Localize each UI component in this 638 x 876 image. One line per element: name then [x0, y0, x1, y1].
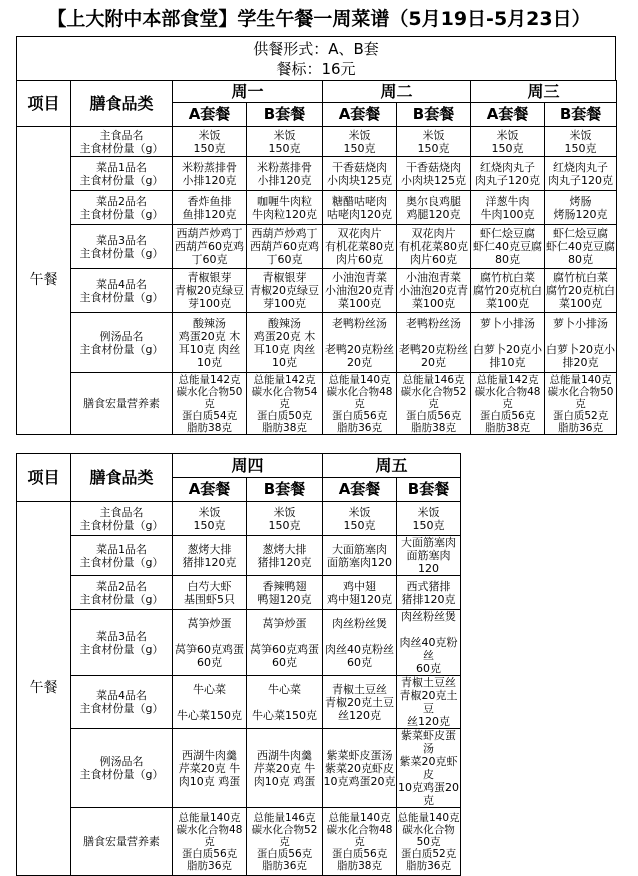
menu-cell: 老鸭粉丝汤 老鸭20克粉丝 20克 [323, 313, 397, 373]
menu-cell: 米饭 150克 [323, 502, 397, 536]
menu-cell: 青椒银芽 青椒20克绿豆 芽100克 [247, 269, 323, 313]
category-label: 主食品名 主食材份量（g） [71, 127, 173, 157]
category-label: 菜品1品名 主食材份量（g） [71, 536, 173, 576]
menu-cell: 大面筋塞肉 面筋塞肉120 [397, 536, 461, 576]
menu-cell: 西湖牛肉羹 芹菜20克 牛 肉10克 鸡蛋 [173, 729, 247, 808]
menu-cell: 米饭 150克 [323, 127, 397, 157]
menu-cell: 白芍大虾 基围虾5只 [173, 576, 247, 610]
menu-cell: 牛心菜 牛心菜150克 [247, 676, 323, 729]
day-header: 周三 [471, 81, 617, 103]
menu-cell: 青椒土豆丝 青椒20克土豆 丝120克 [323, 676, 397, 729]
set-b-header: B套餐 [545, 103, 617, 127]
set-b-header: B套餐 [247, 478, 323, 502]
nutrition-cell: 总能量146克 碳水化合物52克 蛋白质56克 脂肪36克 [247, 808, 323, 876]
menu-cell: 西葫芦炒鸡丁 西葫芦60克鸡 丁60克 [247, 225, 323, 269]
menu-cell: 米饭 150克 [247, 127, 323, 157]
menu-cell: 糖醋咕咾肉 咕咾肉120克 [323, 191, 397, 225]
menu-cell: 老鸭粉丝汤 老鸭20克粉丝 20克 [397, 313, 471, 373]
menu-cell: 肉丝粉丝煲 肉丝40克粉丝 60克 [323, 610, 397, 676]
menu-cell: 青椒土豆丝 青椒20克土豆 丝120克 [397, 676, 461, 729]
set-a-header: A套餐 [323, 478, 397, 502]
nutrition-label: 膳食宏量营养素 [71, 373, 173, 435]
project-header: 项目 [17, 81, 71, 127]
menu-cell: 小油泡青菜 小油泡20克青 菜100克 [397, 269, 471, 313]
menu-cell: 香炸鱼排 鱼排120克 [173, 191, 247, 225]
menu-cell: 西葫芦炒鸡丁 西葫芦60克鸡 丁60克 [173, 225, 247, 269]
menu-cell: 米粉蒸排骨 小排120克 [247, 157, 323, 191]
set-a-header: A套餐 [323, 103, 397, 127]
meal-standard-text: 餐标：16元 [276, 60, 356, 78]
nutrition-cell: 总能量142克 碳水化合物54克 蛋白质50克 脂肪38克 [247, 373, 323, 435]
nutrition-cell: 总能量140克 碳水化合物48克 蛋白质56克 脂肪38克 [323, 808, 397, 876]
set-a-header: A套餐 [173, 478, 247, 502]
category-label: 菜品2品名 主食材份量（g） [71, 576, 173, 610]
category-label: 菜品3品名 主食材份量（g） [71, 610, 173, 676]
menu-cell: 小油泡青菜 小油泡20克青 菜100克 [323, 269, 397, 313]
menu-cell: 烤肠 烤肠120克 [545, 191, 617, 225]
menu-cell: 紫菜虾皮蛋汤 紫菜20克虾皮 10克鸡蛋20克 [323, 729, 397, 808]
category-label: 主食品名 主食材份量（g） [71, 502, 173, 536]
page-title: 【上大附中本部食堂】学生午餐一周菜谱（5月19日-5月23日） [47, 8, 591, 30]
menu-cell: 双花肉片 有机花菜80克 肉片60克 [323, 225, 397, 269]
set-b-header: B套餐 [247, 103, 323, 127]
nutrition-cell: 总能量140克 碳水化合物50克 蛋白质52克 脂肪36克 [397, 808, 461, 876]
menu-cell: 虾仁烩豆腐 虾仁40克豆腐 80克 [545, 225, 617, 269]
menu-cell: 米饭 150克 [471, 127, 545, 157]
menu-cell: 双花肉片 有机花菜80克 肉片60克 [397, 225, 471, 269]
nutrition-cell: 总能量140克 碳水化合物48克 蛋白质56克 脂肪36克 [323, 373, 397, 435]
menu-cell: 鸡中翅 鸡中翅120克 [323, 576, 397, 610]
menu-cell: 红烧肉丸子 肉丸子120克 [471, 157, 545, 191]
set-a-header: A套餐 [471, 103, 545, 127]
nutrition-cell: 总能量140克 碳水化合物48克 蛋白质56克 脂肪36克 [173, 808, 247, 876]
nutrition-cell: 总能量140克 碳水化合物50克 蛋白质52克 脂肪36克 [545, 373, 617, 435]
menu-cell: 红烧肉丸子 肉丸子120克 [545, 157, 617, 191]
menu-cell: 干香菇烧肉 小肉块125克 [397, 157, 471, 191]
menu-cell: 香辣鸭翅 鸭翅120克 [247, 576, 323, 610]
menu-cell: 咖喱牛肉粒 牛肉粒120克 [247, 191, 323, 225]
menu-cell: 腐竹杭白菜 腐竹20克杭白 菜100克 [471, 269, 545, 313]
menu-cell: 西式猪排 猪排120克 [397, 576, 461, 610]
meal-label: 午餐 [17, 502, 71, 876]
day-header: 周二 [323, 81, 471, 103]
menu-cell: 葱烤大排 猪排120克 [247, 536, 323, 576]
menu-cell: 萝卜小排汤 白萝卜20克小 排20克 [545, 313, 617, 373]
menu-cell: 莴笋炒蛋 莴笋60克鸡蛋 60克 [247, 610, 323, 676]
category-label: 例汤品名 主食材份量（g） [71, 313, 173, 373]
menu-cell: 奥尔良鸡腿 鸡腿120克 [397, 191, 471, 225]
menu-cell: 西湖牛肉羹 芹菜20克 牛 肉10克 鸡蛋 [247, 729, 323, 808]
menu-cell: 米饭 150克 [173, 127, 247, 157]
menu-cell: 葱烤大排 猪排120克 [173, 536, 247, 576]
meal-label: 午餐 [17, 127, 71, 435]
day-header: 周四 [173, 454, 323, 478]
week2-menu-table [16, 453, 461, 876]
set-a-header: A套餐 [173, 103, 247, 127]
menu-cell: 萝卜小排汤 白萝卜20克小 排10克 [471, 313, 545, 373]
menu-cell: 牛心菜 牛心菜150克 [173, 676, 247, 729]
category-label: 菜品2品名 主食材份量（g） [71, 191, 173, 225]
menu-cell: 青椒银芽 青椒20克绿豆 芽100克 [173, 269, 247, 313]
supply-form-text: 供餐形式：A、B套 [253, 40, 379, 58]
day-header: 周五 [323, 454, 461, 478]
project-header: 项目 [17, 454, 71, 502]
menu-cell: 米饭 150克 [247, 502, 323, 536]
category-label: 菜品3品名 主食材份量（g） [71, 225, 173, 269]
set-b-header: B套餐 [397, 478, 461, 502]
menu-cell: 紫菜虾皮蛋汤 紫菜20克虾皮 10克鸡蛋20克 [398, 729, 460, 807]
week1-menu-table [16, 80, 617, 435]
menu-cell: 米饭 150克 [397, 502, 461, 536]
menu-cell: 虾仁烩豆腐 虾仁40克豆腐 80克 [471, 225, 545, 269]
category-header: 膳食品类 [71, 454, 173, 502]
category-header: 膳食品类 [71, 81, 173, 127]
category-label: 菜品1品名 主食材份量（g） [71, 157, 173, 191]
menu-cell: 腐竹杭白菜 腐竹20克杭白 菜100克 [545, 269, 617, 313]
menu-cell: 米饭 150克 [397, 127, 471, 157]
category-label: 菜品4品名 主食材份量（g） [71, 676, 173, 729]
nutrition-cell: 总能量146克 碳水化合物52克 蛋白质56克 脂肪38克 [397, 373, 471, 435]
nutrition-cell: 总能量142克 碳水化合物50克 蛋白质54克 脂肪38克 [173, 373, 247, 435]
menu-cell: 干香菇烧肉 小肉块125克 [323, 157, 397, 191]
menu-cell: 酸辣汤 鸡蛋20克 木 耳10克 肉丝 10克 [173, 313, 247, 373]
menu-cell: 莴笋炒蛋 莴笋60克鸡蛋 60克 [173, 610, 247, 676]
menu-cell: 洋葱牛肉 牛肉100克 [471, 191, 545, 225]
day-header: 周一 [173, 81, 323, 103]
menu-cell: 酸辣汤 鸡蛋20克 木 耳10克 肉丝 10克 [247, 313, 323, 373]
category-label: 菜品4品名 主食材份量（g） [71, 269, 173, 313]
menu-cell: 米饭 150克 [545, 127, 617, 157]
category-label: 例汤品名 主食材份量（g） [71, 729, 173, 808]
menu-cell: 肉丝粉丝煲 肉丝40克粉丝 60克 [397, 610, 461, 676]
menu-cell: 大面筋塞肉 面筋塞肉120 [323, 536, 397, 576]
set-b-header: B套餐 [397, 103, 471, 127]
menu-cell: 米饭 150克 [173, 502, 247, 536]
nutrition-cell: 总能量142克 碳水化合物48克 蛋白质56克 脂肪38克 [471, 373, 545, 435]
nutrition-label: 膳食宏量营养素 [71, 808, 173, 876]
menu-cell: 米粉蒸排骨 小排120克 [173, 157, 247, 191]
